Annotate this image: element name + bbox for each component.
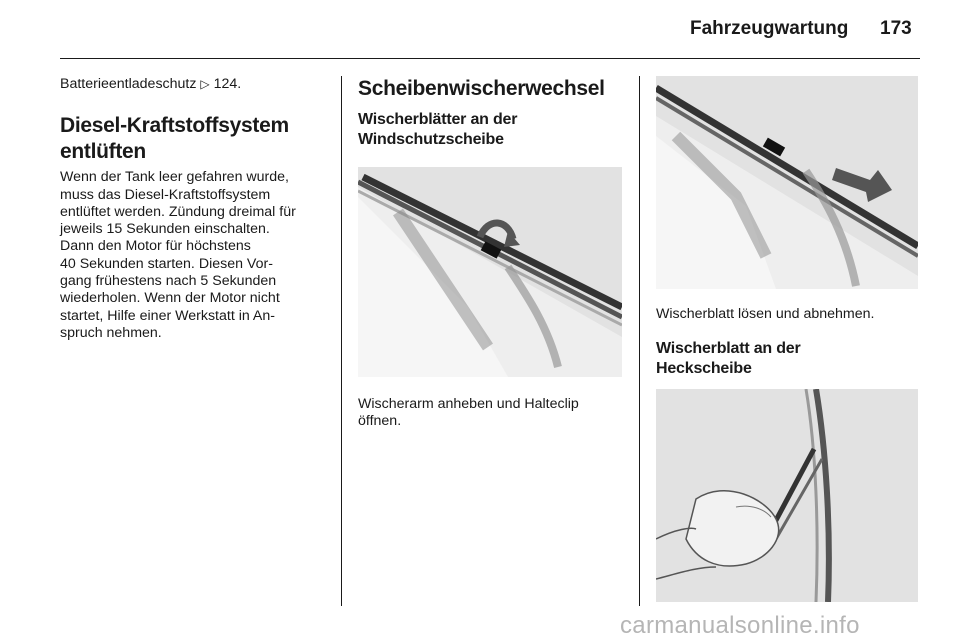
wiper-clip-illustration <box>358 167 622 377</box>
diesel-paragraph <box>60 169 328 342</box>
section-heading-diesel <box>60 113 328 165</box>
column-divider-1 <box>341 76 342 606</box>
section-heading-wiper: Scheibenwischerwechsel <box>358 77 605 100</box>
caption-line: öffnen. <box>358 413 402 430</box>
header-divider <box>60 58 920 59</box>
text-line: Dann den Motor für höchstens <box>60 238 251 255</box>
watermark: carmanualsonline.info <box>620 612 860 639</box>
text-line: Wenn der Tank leer gefahren wurde, <box>60 169 289 186</box>
subheading-windshield <box>358 110 624 150</box>
heading-line: Diesel-Kraftstoffsystem <box>60 114 289 138</box>
page-header-title: Fahrzeugwartung <box>690 18 849 39</box>
subheading-line: Heckscheibe <box>656 360 752 378</box>
text-line: gang frühestens nach 5 Sekunden <box>60 273 277 290</box>
caption-line: Wischerblatt lösen und abnehmen. <box>656 306 875 322</box>
rear-wiper-illustration <box>656 389 918 602</box>
subheading-line: Wischerblätter an der <box>358 111 518 128</box>
text-line: 40 Sekunden starten. Diesen Vor- <box>60 255 273 272</box>
heading-line: entlüften <box>60 140 146 164</box>
page-number: 173 <box>880 18 912 39</box>
text-line: wiederholen. Wenn der Motor nicht <box>60 290 280 307</box>
column-divider-2 <box>639 76 640 606</box>
figure-windshield-wiper-clip <box>358 167 622 377</box>
subheading-line: Windschutzscheibe <box>358 131 504 148</box>
text-line: jeweils 15 Sekunden einschalten. <box>60 221 270 238</box>
text-line: entlüftet werden. Zündung dreimal für <box>60 203 296 220</box>
text-line: spruch nehmen. <box>60 324 162 341</box>
cross-reference-text: Batterieentladeschutz <box>60 76 197 92</box>
caption-line: Wischerarm anheben und Halteclip <box>358 396 579 412</box>
figure-wiper-blade-remove <box>656 76 918 289</box>
caption-windshield <box>358 396 624 431</box>
column-1 <box>60 76 328 342</box>
figure-rear-wiper <box>656 389 918 602</box>
wiper-blade-remove-illustration <box>656 76 918 289</box>
subheading-line: Wischerblatt an der <box>656 340 801 358</box>
subheading-rear-window <box>656 339 922 379</box>
text-line: muss das Diesel-Kraftstoffsystem <box>60 186 271 203</box>
cross-reference-page: 124. <box>213 76 242 92</box>
arrow-right-icon: ▷ <box>200 77 210 91</box>
text-line: startet, Hilfe einer Werkstatt in An- <box>60 307 275 324</box>
column-2 <box>358 76 624 150</box>
cross-reference[interactable] <box>60 76 328 93</box>
caption-wiper-remove <box>656 306 922 379</box>
